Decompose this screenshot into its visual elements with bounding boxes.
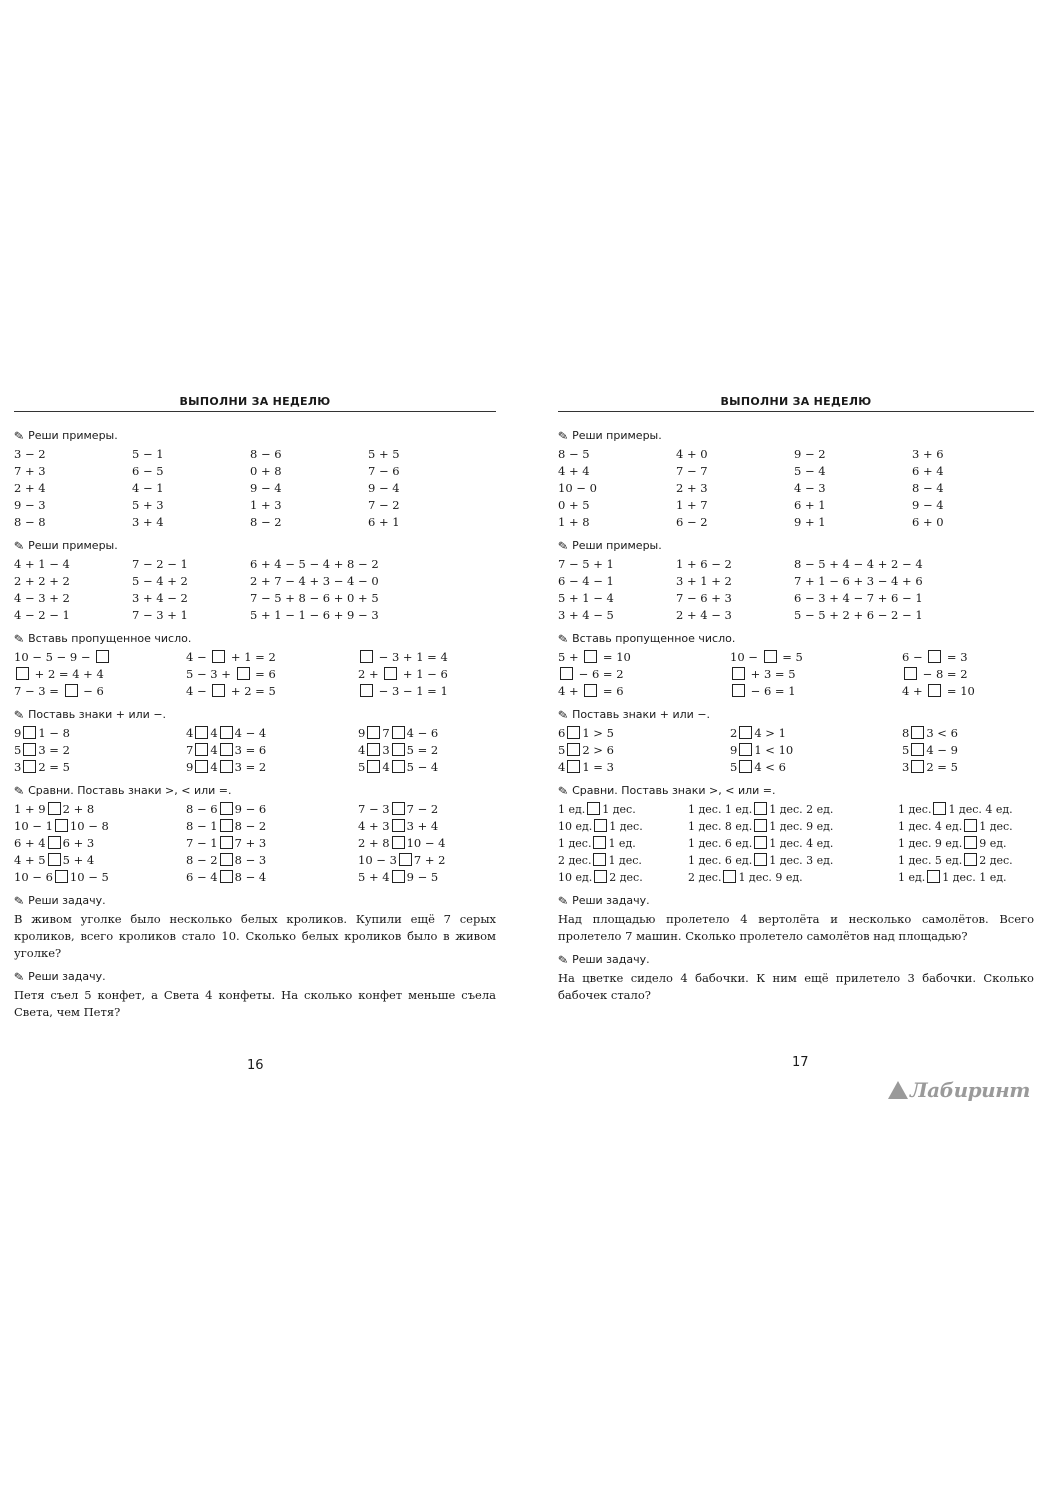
compare-item: 2 + 8 10 − 4: [358, 836, 446, 850]
example: 0 + 5: [558, 498, 590, 512]
example: 1 + 8: [558, 515, 590, 529]
example: 6 − 4 − 1: [558, 574, 614, 588]
compare-grid: [14, 801, 496, 886]
compare-item: 1 дес. 5 ед. 2 дес.: [898, 854, 1013, 867]
example: 4 + 1 − 4: [14, 557, 70, 571]
example: 8 − 5 + 4 − 4 + 2 − 4: [794, 557, 923, 571]
pencil-icon: ✎: [557, 427, 569, 444]
example: 9 − 4: [250, 481, 282, 495]
answer-box[interactable]: [55, 819, 68, 832]
answer-box[interactable]: [367, 760, 380, 773]
missing-number-item: 6 − = 3: [902, 650, 968, 664]
answer-box[interactable]: [392, 870, 405, 883]
answer-box[interactable]: [367, 743, 380, 756]
answer-box[interactable]: [594, 870, 607, 883]
answer-box[interactable]: [220, 760, 233, 773]
answer-box[interactable]: [220, 802, 233, 815]
missing-number-grid: [14, 649, 496, 700]
compare-item: 7 − 1 7 + 3: [186, 836, 267, 850]
compare-item: 10 ед. 2 дес.: [558, 871, 643, 884]
answer-box[interactable]: [739, 743, 752, 756]
example: 7 + 1 − 6 + 3 − 4 + 6: [794, 574, 923, 588]
section-word-problem-2: [14, 969, 496, 1021]
example: 6 + 4: [912, 464, 944, 478]
pencil-icon: ✎: [13, 968, 25, 985]
example: 3 + 4 − 2: [132, 591, 188, 605]
answer-box[interactable]: [928, 650, 941, 663]
compare-item: 1 ед. 1 дес.: [558, 803, 636, 816]
answer-box[interactable]: [23, 743, 36, 756]
answer-box[interactable]: [911, 760, 924, 773]
missing-number-item: 2 + + 1 − 6: [358, 667, 448, 681]
answer-box[interactable]: [212, 684, 225, 697]
compare-item: 1 дес. 4 ед. 1 дес.: [898, 820, 1013, 833]
answer-box[interactable]: [55, 870, 68, 883]
example: 6 − 2: [676, 515, 708, 529]
missing-number-item: − 8 = 2: [902, 666, 1034, 683]
compare-item: 1 ед. 1 дес. 1 ед.: [898, 871, 1007, 884]
answer-box[interactable]: [754, 853, 767, 866]
example: 0 + 8: [250, 464, 282, 478]
example: 7 − 7: [676, 464, 708, 478]
example: 4 − 1: [132, 481, 164, 495]
missing-number-item: 7 − 3 = − 6: [14, 684, 104, 698]
example: 4 + 0: [676, 447, 708, 461]
answer-box[interactable]: [754, 802, 767, 815]
compare-item: 1 дес. 6 ед. 1 дес. 4 ед.: [688, 837, 834, 850]
example: 2 + 7 − 4 + 3 − 4 − 0: [250, 574, 379, 588]
example: 2 + 4: [14, 481, 46, 495]
example: 7 − 6: [368, 464, 400, 478]
example: 8 − 5: [558, 447, 590, 461]
section-heading: Поставь знаки + или −.: [572, 708, 711, 721]
section-word-problem-2: [558, 952, 1034, 1004]
compare-item: 1 дес. 9 ед. 9 ед.: [898, 837, 1007, 850]
answer-box[interactable]: [739, 760, 752, 773]
pencil-icon: ✎: [557, 782, 569, 799]
example: 8 − 2: [250, 515, 282, 529]
pencil-icon: ✎: [557, 537, 569, 554]
compare-item: 5 + 4 9 − 5: [358, 870, 439, 884]
answer-box[interactable]: [911, 743, 924, 756]
signs-grid: [558, 725, 1034, 776]
example: 3 + 4: [132, 515, 164, 529]
answer-box[interactable]: [195, 726, 208, 739]
pencil-icon: ✎: [13, 537, 25, 554]
answer-box[interactable]: [764, 650, 777, 663]
example: 9 − 4: [912, 498, 944, 512]
section-solve-examples-2: [14, 538, 496, 624]
example: 5 − 1: [132, 447, 164, 461]
page-number: 16: [247, 1058, 264, 1073]
missing-number-item: − 6 = 2: [558, 666, 730, 683]
example: 6 − 3 + 4 − 7 + 6 − 1: [794, 591, 923, 605]
answer-box[interactable]: [739, 726, 752, 739]
example: 9 + 1: [794, 515, 826, 529]
answer-box[interactable]: [237, 667, 250, 680]
pencil-icon: ✎: [13, 892, 25, 909]
example: 7 − 6 + 3: [676, 591, 732, 605]
answer-box[interactable]: [96, 650, 109, 663]
example: 3 − 2: [14, 447, 46, 461]
section-heading: Реши примеры.: [28, 539, 118, 552]
missing-number-item: + 2 = 4 + 4: [14, 666, 186, 683]
example: 1 + 6 − 2: [676, 557, 732, 571]
answer-box[interactable]: [195, 743, 208, 756]
sign-item: 5 4 − 9: [902, 743, 958, 757]
example: 6 − 5: [132, 464, 164, 478]
missing-number-item: 4 − + 1 = 2: [186, 650, 276, 664]
section-heading: Сравни. Поставь знаки >, < или =.: [28, 784, 232, 797]
word-problem-text: Петя съел 5 конфет, а Света 4 конфеты. На сколько конфет меньше съела Света, чем Петя?: [14, 988, 496, 1019]
answer-box[interactable]: [927, 870, 940, 883]
section-place-signs: [14, 707, 496, 776]
example: 8 − 4: [912, 481, 944, 495]
compare-item: 2 дес. 1 дес. 9 ед.: [688, 871, 803, 884]
examples-grid: [14, 556, 496, 624]
section-compare: [558, 783, 1034, 886]
answer-box[interactable]: [399, 853, 412, 866]
section-missing-number: [558, 631, 1034, 700]
example: 6 + 4 − 5 − 4 + 8 − 2: [250, 557, 379, 571]
word-problem-text: Над площадью пролетело 4 вертолёта и несколько самолётов. Всего пролетело 7 машин. Сколько пролетело самолётов над площадью?: [558, 912, 1034, 943]
answer-box[interactable]: [48, 802, 61, 815]
labirint-watermark: [888, 1078, 1030, 1102]
example: 9 − 2: [794, 447, 826, 461]
page-number: 17: [792, 1055, 809, 1070]
pencil-icon: ✎: [557, 630, 569, 647]
answer-box[interactable]: [367, 726, 380, 739]
compare-item: 6 − 4 8 − 4: [186, 870, 267, 884]
compare-item: 10 ед. 1 дес.: [558, 820, 643, 833]
answer-box[interactable]: [65, 684, 78, 697]
compare-item: 7 − 3 7 − 2: [358, 802, 439, 816]
answer-box[interactable]: [928, 684, 941, 697]
compare-item: 10 − 6 10 − 5: [14, 870, 109, 884]
example: 5 + 5: [368, 447, 400, 461]
answer-box[interactable]: [220, 743, 233, 756]
answer-box[interactable]: [911, 726, 924, 739]
pencil-icon: ✎: [557, 706, 569, 723]
section-heading: Реши примеры.: [572, 429, 662, 442]
missing-number-item: 4 + = 6: [558, 684, 624, 698]
section-word-problem-1: [14, 893, 496, 962]
example: 3 + 6: [912, 447, 944, 461]
example: 7 + 3: [14, 464, 46, 478]
section-heading: Реши примеры.: [28, 429, 118, 442]
example: 4 − 3 + 2: [14, 591, 70, 605]
section-heading: Вставь пропущенное число.: [28, 632, 192, 645]
word-problem-text: На цветке сидело 4 бабочки. К ним ещё прилетело 3 бабочки. Сколько бабочек стало?: [558, 971, 1034, 1002]
answer-box[interactable]: [23, 760, 36, 773]
compare-item: 10 − 1 10 − 8: [14, 819, 109, 833]
sign-item: 5 2 > 6: [558, 743, 614, 757]
missing-number-item: 5 − 3 + = 6: [186, 667, 276, 681]
compare-item: 1 дес. 1 ед. 1 дес. 2 ед.: [688, 803, 834, 816]
compare-item: 10 − 3 7 + 2: [358, 853, 446, 867]
answer-box[interactable]: [593, 836, 606, 849]
example: 6 + 0: [912, 515, 944, 529]
pencil-icon: ✎: [13, 706, 25, 723]
answer-box[interactable]: [392, 836, 405, 849]
answer-box[interactable]: [48, 836, 61, 849]
compare-item: 4 + 3 3 + 4: [358, 819, 439, 833]
answer-box[interactable]: [212, 650, 225, 663]
compare-item: 6 + 4 6 + 3: [14, 836, 95, 850]
compare-item: 1 дес. 1 ед.: [558, 837, 636, 850]
compare-grid: [558, 801, 1034, 886]
example: 6 + 1: [368, 515, 400, 529]
compare-item: 1 дес. 1 дес. 4 ед.: [898, 803, 1013, 816]
section-missing-number: [14, 631, 496, 700]
sign-item: 8 3 < 6: [902, 726, 958, 740]
compare-item: 1 дес. 8 ед. 1 дес. 9 ед.: [688, 820, 834, 833]
example: 5 + 1 − 1 − 6 + 9 − 3: [250, 608, 379, 622]
section-place-signs: [558, 707, 1034, 776]
example: 7 − 5 + 1: [558, 557, 614, 571]
answer-box[interactable]: [964, 819, 977, 832]
example: 7 − 5 + 8 − 6 + 0 + 5: [250, 591, 379, 605]
section-heading: Сравни. Поставь знаки >, < или =.: [572, 784, 776, 797]
answer-box[interactable]: [384, 667, 397, 680]
example: 4 − 3: [794, 481, 826, 495]
sign-item: 2 4 > 1: [730, 726, 786, 740]
left-page: [14, 395, 496, 1028]
answer-box[interactable]: [723, 870, 736, 883]
example: 4 − 2 − 1: [14, 608, 70, 622]
sign-item: 9 1 − 8: [14, 726, 70, 740]
answer-box[interactable]: [220, 726, 233, 739]
pencil-icon: ✎: [557, 951, 569, 968]
example: 2 + 2 + 2: [14, 574, 70, 588]
section-heading: Реши задачу.: [572, 953, 650, 966]
example: 9 − 3: [14, 498, 46, 512]
section-compare: [14, 783, 496, 886]
examples-grid: [558, 556, 1034, 624]
right-page: [558, 395, 1034, 1011]
answer-box[interactable]: [754, 819, 767, 832]
sign-item: 6 1 > 5: [558, 726, 614, 740]
section-solve-examples-1: [14, 428, 496, 531]
missing-number-item: + 3 = 5: [730, 666, 902, 683]
answer-box[interactable]: [964, 836, 977, 849]
answer-box[interactable]: [392, 802, 405, 815]
examples-grid: [14, 446, 496, 531]
answer-box[interactable]: [392, 760, 405, 773]
example: 1 + 7: [676, 498, 708, 512]
answer-box[interactable]: [594, 819, 607, 832]
missing-number-item: 10 − = 5: [730, 650, 803, 664]
sign-item: 4 4 4 − 4: [186, 726, 267, 740]
section-heading: Вставь пропущенное число.: [572, 632, 736, 645]
pencil-icon: ✎: [13, 782, 25, 799]
compare-item: 4 + 5 5 + 4: [14, 853, 95, 867]
missing-number-item: 5 + = 10: [558, 650, 631, 664]
examples-grid: [558, 446, 1034, 531]
answer-box[interactable]: [587, 802, 600, 815]
answer-box[interactable]: [904, 667, 917, 680]
answer-box[interactable]: [560, 667, 573, 680]
answer-box[interactable]: [593, 853, 606, 866]
example: 9 − 4: [368, 481, 400, 495]
section-heading: Поставь знаки + или −.: [28, 708, 167, 721]
answer-box[interactable]: [23, 726, 36, 739]
answer-box[interactable]: [392, 743, 405, 756]
sign-item: 7 4 3 = 6: [186, 743, 267, 757]
answer-box[interactable]: [567, 726, 580, 739]
compare-item: 1 + 9 2 + 8: [14, 802, 95, 816]
answer-box[interactable]: [16, 667, 29, 680]
compare-item: 1 дес. 6 ед. 1 дес. 3 ед.: [688, 854, 834, 867]
example: 5 + 3: [132, 498, 164, 512]
answer-box[interactable]: [392, 819, 405, 832]
answer-box[interactable]: [567, 760, 580, 773]
answer-box[interactable]: [584, 684, 597, 697]
page-title: ВЫПОЛНИ ЗА НЕДЕЛЮ: [558, 395, 1034, 412]
answer-box[interactable]: [220, 819, 233, 832]
sign-item: 4 3 5 = 2: [358, 743, 439, 757]
sign-item: 9 1 < 10: [730, 743, 794, 757]
compare-item: 8 − 2 8 − 3: [186, 853, 267, 867]
example: 8 − 8: [14, 515, 46, 529]
watermark-text: Лабиринт: [910, 1078, 1030, 1102]
example: 2 + 4 − 3: [676, 608, 732, 622]
example: 2 + 3: [676, 481, 708, 495]
answer-box[interactable]: [220, 870, 233, 883]
missing-number-item: − 3 − 1 = 1: [358, 683, 496, 700]
sign-item: 4 1 = 3: [558, 760, 614, 774]
sign-item: 9 4 3 = 2: [186, 760, 267, 774]
section-heading: Реши задачу.: [28, 894, 106, 907]
answer-box[interactable]: [754, 836, 767, 849]
sign-item: 5 4 5 − 4: [358, 760, 439, 774]
answer-box[interactable]: [195, 760, 208, 773]
example: 5 − 4 + 2: [132, 574, 188, 588]
answer-box[interactable]: [567, 743, 580, 756]
compare-item: 8 − 6 9 − 6: [186, 802, 267, 816]
example: 5 + 1 − 4: [558, 591, 614, 605]
sign-item: 5 3 = 2: [14, 743, 70, 757]
compare-item: 8 − 1 8 − 2: [186, 819, 267, 833]
example: 5 − 5 + 2 + 6 − 2 − 1: [794, 608, 923, 622]
page-title: ВЫПОЛНИ ЗА НЕДЕЛЮ: [14, 395, 496, 412]
example: 10 − 0: [558, 481, 597, 495]
answer-box[interactable]: [732, 667, 745, 680]
signs-grid: [14, 725, 496, 776]
answer-box[interactable]: [584, 650, 597, 663]
answer-box[interactable]: [933, 802, 946, 815]
missing-number-item: 4 − + 2 = 5: [186, 684, 276, 698]
compare-item: 2 дес. 1 дес.: [558, 854, 642, 867]
answer-box[interactable]: [220, 836, 233, 849]
answer-box[interactable]: [732, 684, 745, 697]
missing-number-item: − 3 + 1 = 4: [358, 649, 496, 666]
answer-box[interactable]: [360, 650, 373, 663]
word-problem-text: В живом уголке было несколько белых кроликов. Купили ещё 7 серых кроликов, всего кроликов стало 10. Сколько белых кроликов было в живом уголке?: [14, 912, 496, 960]
labirint-logo-icon: [888, 1081, 908, 1099]
section-word-problem-1: [558, 893, 1034, 945]
example: 7 − 2 − 1: [132, 557, 188, 571]
example: 5 − 4: [794, 464, 826, 478]
example: 8 − 6: [250, 447, 282, 461]
example: 7 − 3 + 1: [132, 608, 188, 622]
sign-item: 9 7 4 − 6: [358, 726, 439, 740]
example: 3 + 1 + 2: [676, 574, 732, 588]
section-heading: Реши задачу.: [28, 970, 106, 983]
answer-box[interactable]: [964, 853, 977, 866]
example: 6 + 1: [794, 498, 826, 512]
sign-item: 5 4 < 6: [730, 760, 786, 774]
pencil-icon: ✎: [557, 892, 569, 909]
example: 7 − 2: [368, 498, 400, 512]
answer-box[interactable]: [360, 684, 373, 697]
example: 3 + 4 − 5: [558, 608, 614, 622]
section-solve-examples-2: [558, 538, 1034, 624]
section-solve-examples-1: [558, 428, 1034, 531]
sign-item: 3 2 = 5: [14, 760, 70, 774]
answer-box[interactable]: [220, 853, 233, 866]
example: 1 + 3: [250, 498, 282, 512]
pencil-icon: ✎: [13, 427, 25, 444]
pencil-icon: ✎: [13, 630, 25, 647]
missing-number-grid: [558, 649, 1034, 700]
answer-box[interactable]: [392, 726, 405, 739]
example: 4 + 4: [558, 464, 590, 478]
section-heading: Реши задачу.: [572, 894, 650, 907]
section-heading: Реши примеры.: [572, 539, 662, 552]
missing-number-item: 10 − 5 − 9 −: [14, 649, 186, 666]
missing-number-item: − 6 = 1: [730, 683, 902, 700]
missing-number-item: 4 + = 10: [902, 684, 975, 698]
sign-item: 3 2 = 5: [902, 760, 958, 774]
answer-box[interactable]: [48, 853, 61, 866]
